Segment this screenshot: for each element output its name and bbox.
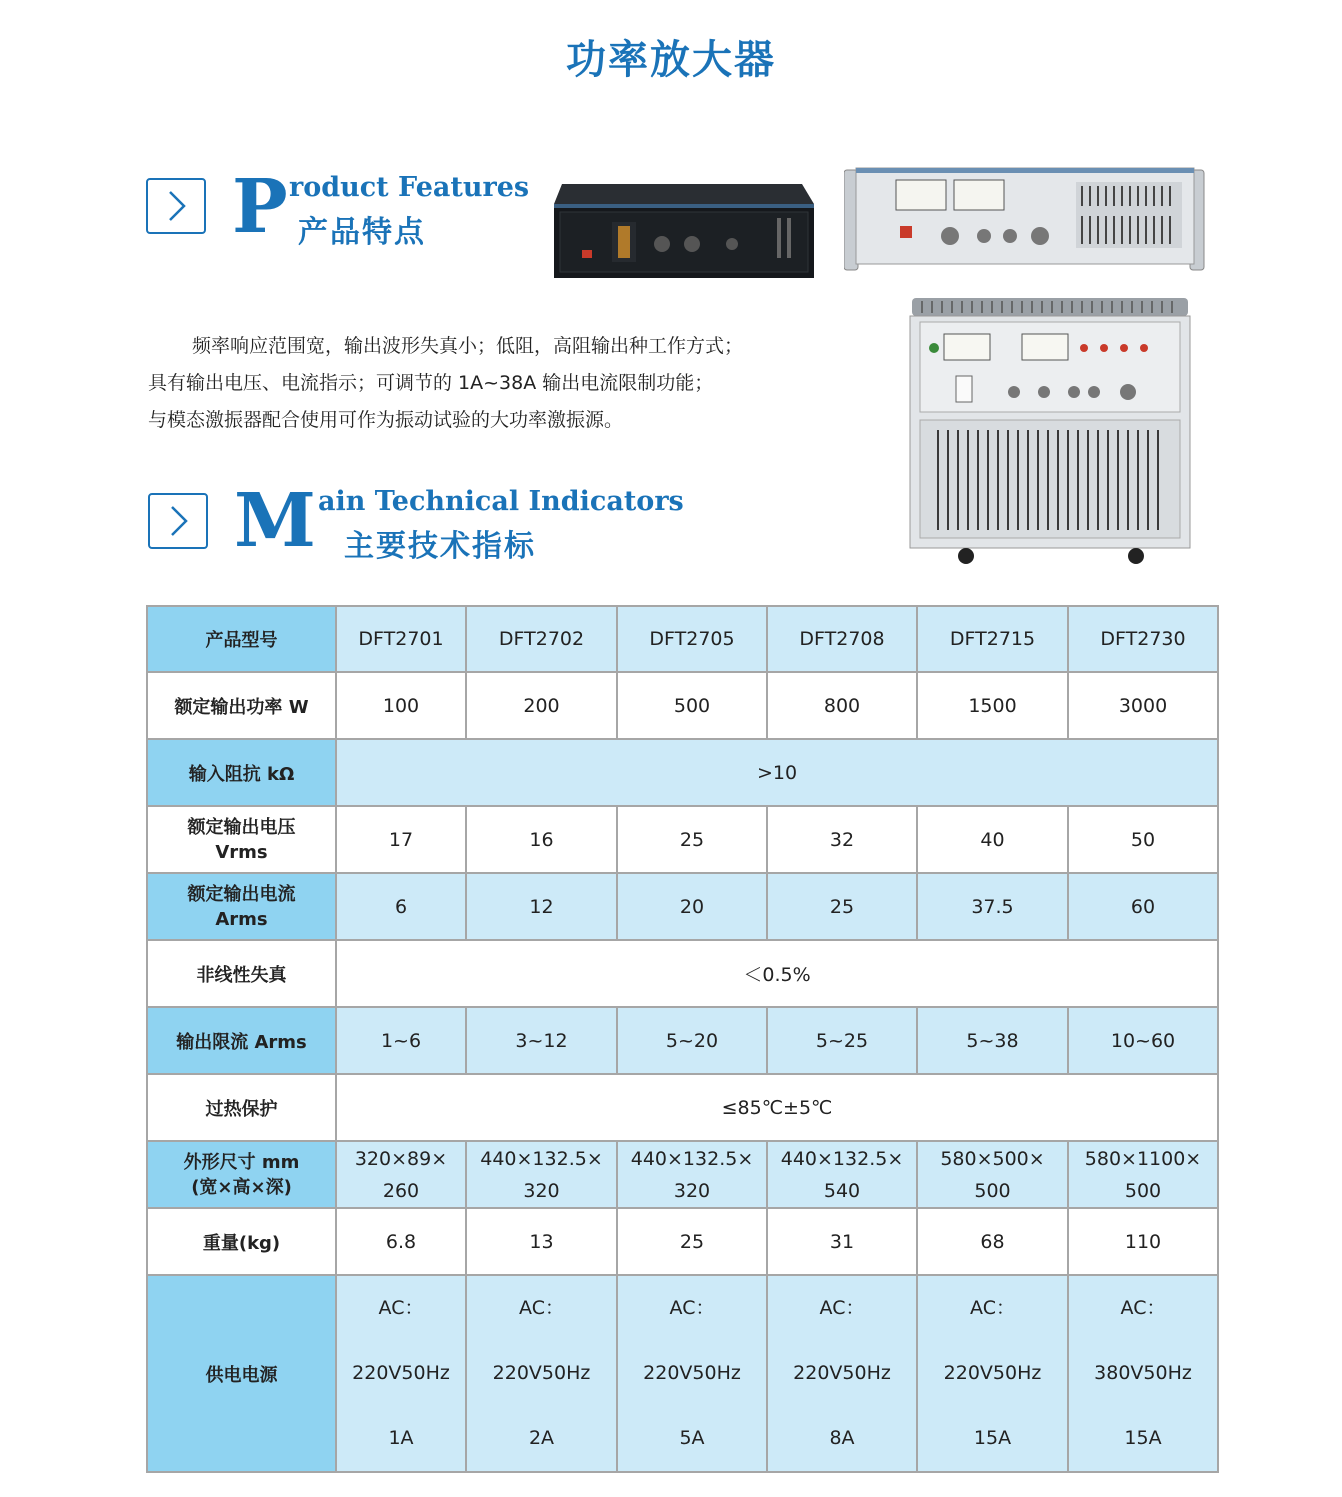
table-cell: 12 (466, 873, 617, 940)
features-en-title: roduct Features (289, 172, 530, 203)
row-header-line: 额定输出电流 (187, 883, 296, 905)
cell-line: 260 (382, 1179, 420, 1202)
cell-line: 440×132.5× (630, 1147, 754, 1170)
row-header: 非线性失真 (147, 940, 336, 1007)
cabinet-amplifier-photo (908, 296, 1192, 568)
cell-line: 220V50Hz (793, 1362, 891, 1384)
cell-line: 2A (528, 1427, 555, 1449)
cell-line: AC： (519, 1297, 564, 1319)
cell-line: 220V50Hz (352, 1362, 450, 1384)
row-header-line: Vrms (215, 841, 268, 863)
feature-line: 与模态激振器配合使用可作为振动试验的大功率激振源。 (148, 409, 624, 431)
page-title: 功率放大器 (566, 36, 776, 83)
cell-line: 8A (829, 1427, 855, 1449)
table-cell: DFT2701 (336, 606, 466, 672)
table-cell: 1~6 (336, 1007, 466, 1074)
table-cell: 20 (617, 873, 767, 940)
table-cell: 17 (336, 806, 466, 873)
indicators-cn-title: 主要技术指标 (344, 529, 536, 564)
cell-line: 320 (673, 1179, 711, 1202)
table-cell (617, 1141, 767, 1208)
table-row-voltage (147, 806, 1218, 873)
cell-line: 500 (974, 1179, 1011, 1202)
table-cell (917, 1141, 1068, 1208)
cell-line: 380V50Hz (1094, 1362, 1192, 1384)
row-header (147, 873, 336, 940)
table-cell: >10 (336, 739, 1218, 806)
cell-line: 1A (388, 1427, 414, 1449)
table-row-power (147, 672, 1218, 739)
table-cell: 500 (617, 672, 767, 739)
row-header-line: 额定输出电压 (187, 816, 296, 838)
row-header: 重量(kg) (147, 1208, 336, 1275)
table-cell: 13 (466, 1208, 617, 1275)
table-cell: 32 (767, 806, 917, 873)
cell-line: 580×1100× (1084, 1147, 1202, 1170)
table-cell: 1500 (917, 672, 1068, 739)
table-cell: 25 (767, 873, 917, 940)
table-cell: 50 (1068, 806, 1218, 873)
table-cell: DFT2708 (767, 606, 917, 672)
cell-line: 220V50Hz (643, 1362, 741, 1384)
table-cell (767, 1141, 917, 1208)
table-cell (466, 1141, 617, 1208)
table-cell (336, 1141, 466, 1208)
row-header-line: 外形尺寸 mm (183, 1151, 300, 1173)
cell-line: 440×132.5× (780, 1147, 904, 1170)
cell-line: 320×89× (354, 1147, 448, 1170)
row-header-line: Arms (215, 908, 268, 930)
table-cell (917, 1275, 1068, 1472)
table-row-distortion (147, 940, 1218, 1007)
table-cell: 25 (617, 806, 767, 873)
table-cell: ≤85℃±5℃ (336, 1074, 1218, 1141)
row-header-line: (宽×高×深) (191, 1176, 292, 1198)
cell-line: 440×132.5× (480, 1147, 603, 1170)
cell-line: 5A (679, 1427, 705, 1449)
table-cell: 5~25 (767, 1007, 917, 1074)
feature-line: 具有输出电压、电流指示；可调节的 1A~38A 输出电流限制功能； (148, 372, 714, 394)
features-initial: P (232, 164, 288, 250)
cell-line: 15A (973, 1427, 1012, 1449)
table-cell: DFT2730 (1068, 606, 1218, 672)
table-cell (336, 1275, 466, 1472)
table-cell: DFT2702 (466, 606, 617, 672)
features-description (148, 328, 848, 439)
table-cell (1068, 1275, 1218, 1472)
table-cell: 800 (767, 672, 917, 739)
row-header: 供电电源 (147, 1275, 336, 1472)
table-cell: DFT2705 (617, 606, 767, 672)
table-cell: 6 (336, 873, 466, 940)
table-cell: 31 (767, 1208, 917, 1275)
table-cell (1068, 1141, 1218, 1208)
table-cell: 37.5 (917, 873, 1068, 940)
rack-amplifier-photo (844, 166, 1206, 272)
table-cell (617, 1275, 767, 1472)
cell-line: 540 (823, 1179, 861, 1202)
table-cell: 6.8 (336, 1208, 466, 1275)
table-row-model (147, 606, 1218, 672)
table-row-supply (147, 1275, 1218, 1472)
table-cell: 200 (466, 672, 617, 739)
cell-line: 500 (1124, 1179, 1162, 1202)
table-cell: 5~38 (917, 1007, 1068, 1074)
table-cell (767, 1275, 917, 1472)
table-row-overheat (147, 1074, 1218, 1141)
table-cell: DFT2715 (917, 606, 1068, 672)
row-header: 产品型号 (147, 606, 336, 672)
spec-table (146, 605, 1219, 1473)
row-header: 过热保护 (147, 1074, 336, 1141)
table-row-limit (147, 1007, 1218, 1074)
feature-line: 频率响应范围宽，输出波形失真小；低阻，高阻输出种工作方式； (192, 335, 744, 357)
row-header (147, 1141, 336, 1208)
cell-line: AC： (1120, 1297, 1166, 1319)
cell-line: AC： (819, 1297, 865, 1319)
table-row-current (147, 873, 1218, 940)
cell-line: 15A (1124, 1427, 1162, 1449)
table-cell: 25 (617, 1208, 767, 1275)
table-cell: 60 (1068, 873, 1218, 940)
row-header: 输出限流 Arms (147, 1007, 336, 1074)
table-cell: 10~60 (1068, 1007, 1218, 1074)
desktop-amplifier-photo (552, 182, 816, 280)
table-cell: 3000 (1068, 672, 1218, 739)
features-cn-title: 产品特点 (298, 215, 426, 250)
table-cell: ＜0.5% (336, 940, 1218, 1007)
table-row-impedance (147, 739, 1218, 806)
table-cell (466, 1275, 617, 1472)
row-header: 输入阻抗 kΩ (147, 739, 336, 806)
indicators-en-title: ain Technical Indicators (318, 486, 684, 517)
chevron-right-icon (148, 493, 208, 549)
table-cell: 40 (917, 806, 1068, 873)
table-cell: 110 (1068, 1208, 1218, 1275)
cell-line: AC： (378, 1297, 424, 1319)
chevron-right-icon (146, 178, 206, 234)
table-cell: 100 (336, 672, 466, 739)
cell-line: AC： (970, 1297, 1015, 1319)
cell-line: 220V50Hz (943, 1362, 1042, 1384)
cell-line: 580×500× (940, 1147, 1045, 1170)
cell-line: AC： (669, 1297, 715, 1319)
row-header: 额定输出功率 W (147, 672, 336, 739)
table-row-weight (147, 1208, 1218, 1275)
cell-line: 220V50Hz (492, 1362, 591, 1384)
table-cell: 5~20 (617, 1007, 767, 1074)
row-header (147, 806, 336, 873)
table-cell: 16 (466, 806, 617, 873)
table-row-size (147, 1141, 1218, 1208)
table-cell: 68 (917, 1208, 1068, 1275)
table-cell: 3~12 (466, 1007, 617, 1074)
cell-line: 320 (523, 1179, 560, 1202)
indicators-initial: M (234, 478, 316, 564)
